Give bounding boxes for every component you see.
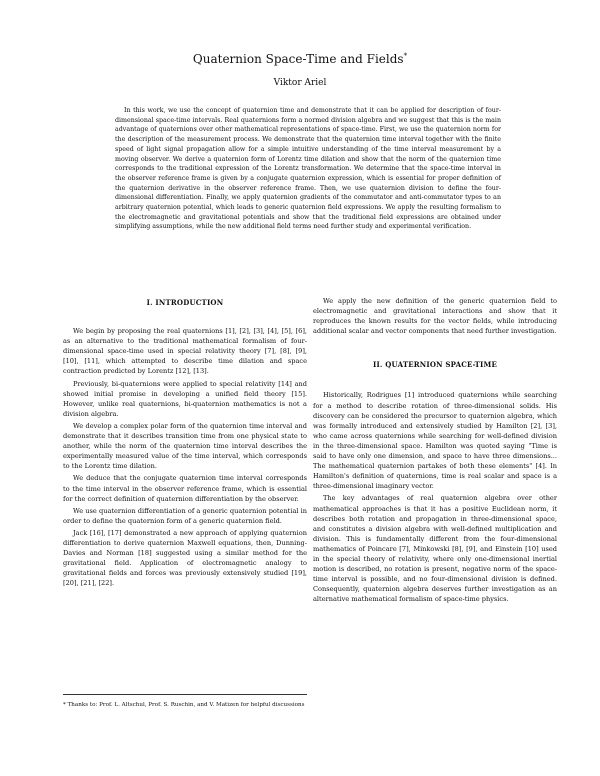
paper-title: Quaternion Space-Time and Fields* <box>192 52 408 66</box>
title-footnote-mark: * <box>403 52 408 60</box>
paragraph: The key advantages of real quaternion algebra over other mathematical approaches is that it has a positive Euclidean norm, it describes both rotation and propagation in three-dimensional space, and constitutes a division algebra with well-defined multiplication and division. This is fundamentally different from the four-dimensional mathematics of Poincare [7], Minkowski [8], [9], and Einstein [10] used in the special theory of relativity, where only one-dimensional inertial motion is described, no rotation is present, negative norm of the space-time interval is possible, and no four-dimensional division is defined. Consequently, quaternion algebra deserves further investigation as an alternative mathematical formalism of space-time physics. <box>313 494 557 604</box>
paragraph: We develop a complex polar form of the quaternion time interval and demonstrate that it describes transition time from one physical state to another, while the norm of the quaternion time interval describes the experimentally measured value of the time interval, which corresponds to the Lorentz time dilation. <box>63 421 307 471</box>
paragraph: We use quaternion differentiation of a generic quaternion potential in order to define the quaternion form of a generic quaternion field. <box>63 506 307 525</box>
section-heading-introduction: I. INTRODUCTION <box>146 298 224 307</box>
paragraph: We deduce that the conjugate quaternion time interval corresponds to the time interval in the observer reference frame, which is essential for the correct definition of quaternion differentiation by the observer. <box>63 474 307 503</box>
left-column <box>63 296 307 590</box>
abstract: In this work, we use the concept of quaternion time and demonstrate that it can be applied for description of four-dimensional space-time intervals. Real quaternions form a normed division algebra and we suggest that this is the main advantage of quaternions over other mathematical representations of space-time. First, we use the quaternion norm for the description of the measurement process. We demonstrate that the quaternion time interval together with the finite speed of light signal propagation allow for a simple intuitive understanding of the time interval measurement by a moving observer. We derive a quaternion form of Lorentz time dilation and show that the norm of the quaternion time corresponds to the traditional expression of the Lorentz transformation. We determine that the space-time interval in the observer reference frame is given by a conjugate quaternion expression, which is essential for proper definition of the quaternion derivative in the observer reference frame. Then, we use quaternion division to define the four-dimensional differentiation. Finally, we apply quaternion gradients of the commutator and anti-commutator types to an arbitrary quaternion potential, which leads to generic quaternion field expressions. We apply the resulting formalism to the electromagnetic and gravitational potentials and show that the traditional field expressions are obtained under simplifying assumptions, while the new additional field terms need further study and experimental verification. <box>115 107 501 231</box>
paper-author: Viktor Ariel <box>273 78 327 88</box>
paragraph: Previously, bi-quaternions were applied to special relativity [14] and showed initial promise in developing a unified field theory [15]. However, unlike real quaternions, bi-quaternion mathematics is not a division algebra. <box>63 379 307 418</box>
paragraph: We begin by proposing the real quaternions [1], [2], [3], [4], [5], [6], as an alternative to the traditional mathematical formalism of four-dimensional space-time used in special relativity theory [7], [8], [9], [10], [11], which attempted to describe time dilation and space contraction predicted by Lorentz [12], [13]. <box>63 327 307 376</box>
section-heading-quaternion-space-time: II. QUATERNION SPACE-TIME <box>372 360 498 370</box>
paragraph: We apply the new definition of the generic quaternion field to electromagnetic and gravitational interactions and show that it reproduces the known results for the vector fields, while introducing additional scalar and vector components that need further investigation. <box>313 297 557 336</box>
right-column <box>313 296 557 606</box>
paragraph: Historically, Rodrigues [1] introduced quaternions while searching for a method to describe rotation of three-dimensional solids. His discovery can be considered the precursor to quaternion algebra, which was formally introduced and extensively studied by Hamilton [2], [3], who came across quaternions while searching for well-defined division in the three-dimensional space. Hamilton was quoted saying "Time is said to have only one dimension, and space to have three dimensions... The mathematical quaternion partakes of both these elements" [4]. In Hamilton's definition of quaternions, time is real scalar and space is a three-dimensional imaginary vector. <box>313 391 557 491</box>
paragraph: Jack [16], [17] demonstrated a new approach of applying quaternion differentiation to derive quaternion Maxwell equations, then, Dunning-Davies and Norman [18] suggested using a similar method for the gravitational field. Application of electromagnetic analogy to gravitational fields and forces was previously extensively studied [19], [20], [21], [22]. <box>63 528 307 588</box>
footnote: * Thanks to: Prof. L. Altschul, Prof. S. Ruschin, and V. Matizen for helpful discussions <box>63 694 307 710</box>
